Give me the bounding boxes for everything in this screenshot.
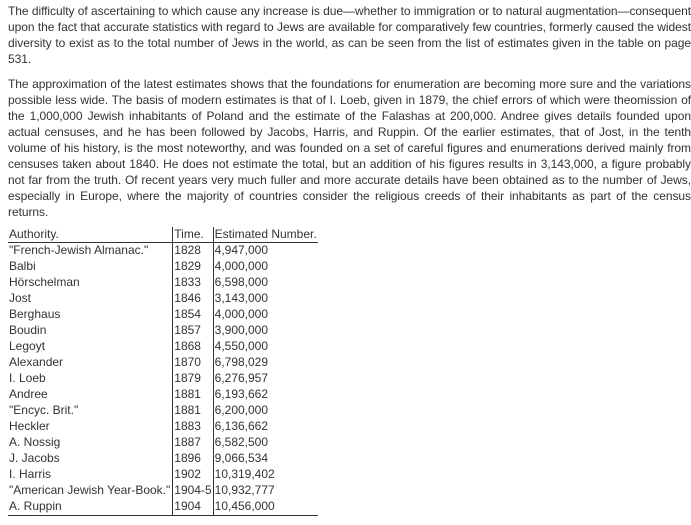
cell-estimate: 10,319,402 [214, 467, 275, 481]
cell-time: 1846 [173, 291, 213, 307]
cell-estimate: 6,200,000 [214, 403, 269, 417]
table-row [8, 259, 318, 275]
cell-time: 1857 [173, 323, 213, 339]
table-row [8, 243, 318, 260]
cell-estimate: 4,550,000 [214, 339, 269, 353]
cell-authority: "American Jewish Year-Book." [9, 483, 171, 497]
cell-authority: Berghaus [9, 307, 61, 321]
estimates-table [8, 227, 318, 516]
cell-authority: Jost [9, 291, 32, 305]
table-row [8, 467, 318, 483]
table-row [8, 451, 318, 467]
header-authority: Authority. [8, 227, 173, 243]
table-row [8, 371, 318, 387]
cell-time: 1870 [173, 355, 213, 371]
cell-time: 1881 [173, 403, 213, 419]
header-estimate: Estimated Number. [214, 227, 317, 241]
cell-authority: Hörschelman [9, 275, 80, 289]
cell-authority: I. Loeb [9, 371, 46, 385]
cell-estimate: 6,598,000 [214, 275, 269, 289]
table-row [8, 435, 318, 451]
cell-authority: J. Jacobs [9, 451, 60, 465]
table-row [8, 275, 318, 291]
cell-authority: I. Harris [9, 467, 51, 481]
cell-time: 1887 [173, 435, 213, 451]
cell-time: 1881 [173, 387, 213, 403]
cell-estimate: 3,900,000 [214, 323, 269, 337]
cell-time: 1854 [173, 307, 213, 323]
table-body [8, 243, 318, 516]
cell-time: 1868 [173, 339, 213, 355]
table-row [8, 291, 318, 307]
cell-time: 1828 [173, 243, 213, 260]
cell-authority: Balbi [9, 259, 36, 273]
table-row [8, 499, 318, 516]
cell-estimate: 4,000,000 [214, 259, 269, 273]
cell-estimate: 6,798,029 [214, 355, 269, 369]
cell-time: 1829 [173, 259, 213, 275]
cell-authority: A. Nossig [9, 435, 61, 449]
table-row [8, 387, 318, 403]
cell-authority: Boudin [9, 323, 47, 337]
table-row [8, 339, 318, 355]
cell-estimate: 4,947,000 [214, 243, 269, 257]
header-time: Time. [173, 227, 213, 243]
cell-estimate: 10,456,000 [213, 499, 318, 516]
cell-time: 1833 [173, 275, 213, 291]
table-row [8, 419, 318, 435]
cell-authority: Heckler [9, 419, 50, 433]
cell-time: 1902 [173, 467, 213, 483]
cell-time: 1904 [173, 499, 213, 516]
cell-time: 1883 [173, 419, 213, 435]
cell-authority: Alexander [9, 355, 64, 369]
cell-estimate: 9,066,534 [214, 451, 269, 465]
cell-authority: Legoyt [9, 339, 46, 353]
table-row [8, 403, 318, 419]
cell-time: 1896 [173, 451, 213, 467]
cell-time: 1904-5 [174, 483, 212, 497]
cell-estimate: 6,582,500 [214, 435, 269, 449]
table-row [8, 483, 318, 499]
cell-estimate: 3,143,000 [214, 291, 269, 305]
cell-time: 1879 [173, 371, 213, 387]
table-header-row [8, 227, 318, 243]
cell-authority: "Encyc. Brit." [9, 403, 79, 417]
cell-authority: "French-Jewish Almanac." [9, 243, 149, 257]
intro-paragraph: The difficulty of ascertaining to which cause any increase is due—whether to immigration or to natural augmentation—consequent upon the fact that accurate statistics with regard to Jews are available for comparatively few countries, formerly caused the widest diversity to exist as to the total number of Jews in the world, as can be seen from the list of estimates given in the table on page 531. [8, 4, 691, 66]
cell-estimate: 6,276,957 [214, 371, 269, 385]
table-row [8, 307, 318, 323]
table-row [8, 323, 318, 339]
cell-estimate: 4,000,000 [214, 307, 269, 321]
table-row [8, 355, 318, 371]
cell-estimate: 6,136,662 [214, 419, 269, 433]
cell-estimate: 6,193,662 [214, 387, 269, 401]
cell-authority: A. Ruppin [8, 499, 173, 516]
estimates-paragraph: The approximation of the latest estimates shows that the foundations for enumeration are becoming more sure and the variations possible less wide. The basis of modern estimates is that of I. Loeb, given in 1879, the chief errors of which were theomission of the 1,000,000 Jewish inhabitants of Poland and the estimate of the Falashas at 200,000. Andree gives details founded upon actual censuses, and he has been followed by Jacobs, Harris, and Ruppin. Of the earlier estimates, that of Jost, in the tenth volume of his history, is the most noteworthy, and was founded on a set of careful figures and enumerations derived mainly from censuses taken about 1840. He does not estimate the total, but an addition of his figures results in 3,143,000, a figure probably not far from the truth. Of recent years very much fuller and more accurate details have been obtained as to the number of Jews, especially in Europe, where the majority of countries consider the religious creeds of their inhabitants as part of the census returns. [8, 77, 691, 219]
cell-estimate: 10,932,777 [214, 483, 275, 497]
cell-authority: Andree [9, 387, 48, 401]
